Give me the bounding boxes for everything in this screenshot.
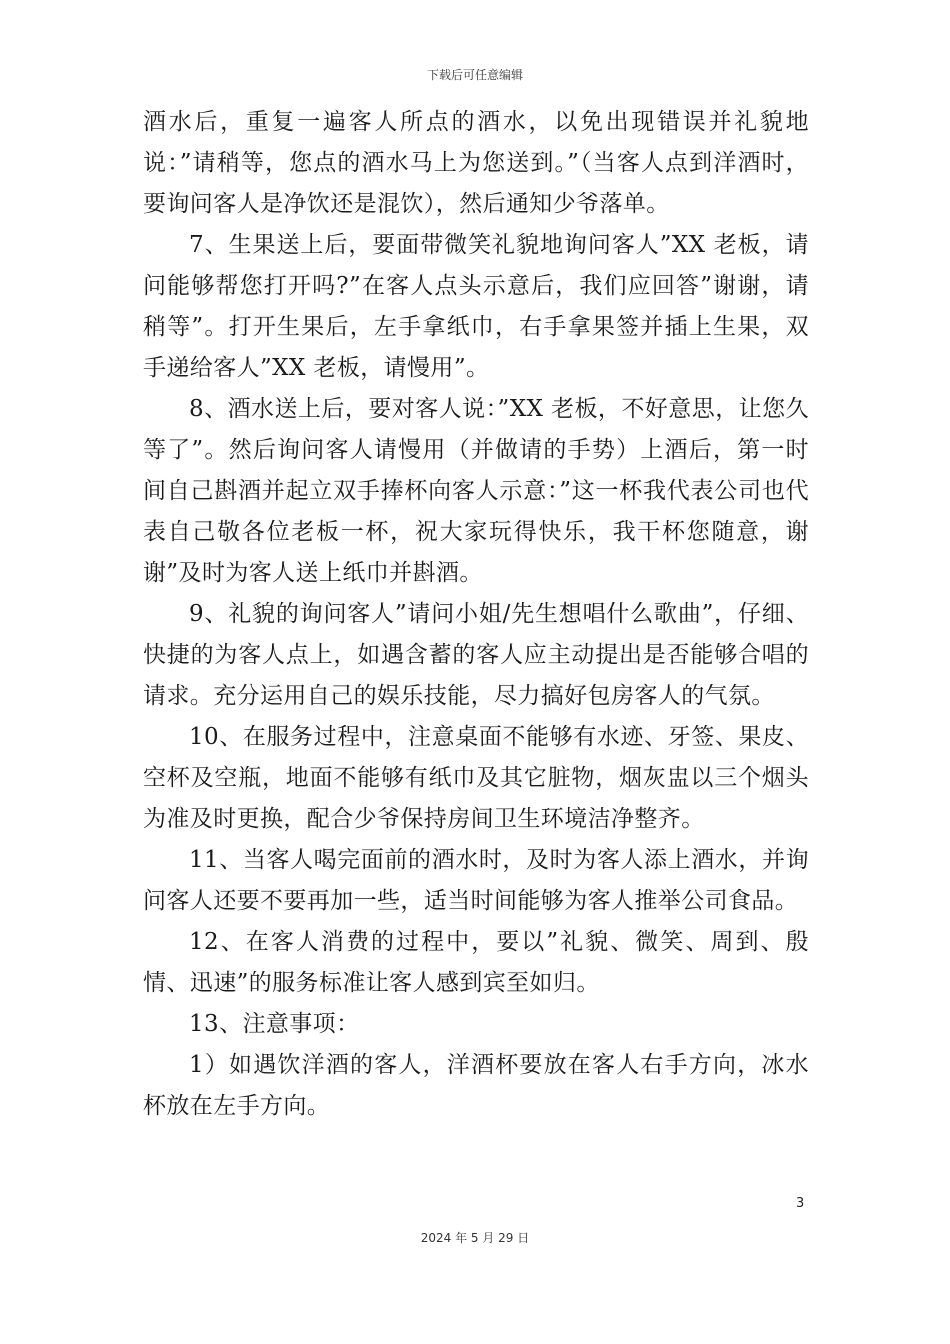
document-body — [143, 102, 809, 1127]
paragraph-item-11: 11、当客人喝完面前的酒水时，及时为客人添上酒水，并询问客人还要不要再加一些，适当时间能够为客人推举公司食品。 — [143, 847, 809, 914]
paragraph-subitem-1: 1）如遇饮洋酒的客人，洋酒杯要放在客人右手方向，冰水杯放在左手方向。 — [143, 1052, 809, 1119]
page-footer-date: 2024 年 5 月 29 日 — [420, 1231, 530, 1245]
paragraph-item-10: 10、在服务过程中，注意桌面不能够有水迹、牙签、果皮、空杯及空瓶，地面不能够有纸巾及其它脏物，烟灰盅以三个烟头为准及时更换，配合少爷保持房间卫生环境洁净整齐。 — [143, 724, 809, 832]
page-header: 下载后可任意编辑 — [426, 68, 523, 82]
paragraph-item-12: 12、在客人消费的过程中，要以”礼貌、微笑、周到、殷情、迅速”的服务标准让客人感到宾至如归。 — [143, 929, 809, 996]
paragraph-continuation: 酒水后，重复一遍客人所点的酒水，以免出现错误并礼貌地说：”请稍等，您点的酒水马上为您送到。”（当客人点到洋酒时，要询问客人是净饮还是混饮），然后通知少爷落单。 — [143, 109, 809, 217]
paragraph-item-7: 7、生果送上后，要面带微笑礼貌地询问客人”XX 老板，请问能够帮您打开吗?”在客人点头示意后，我们应回答”谢谢，请稍等”。打开生果后，左手拿纸巾，右手拿果签并插上生果，双手递给客人”XX 老板，请慢用”。 — [143, 232, 809, 381]
paragraph-item-13: 13、注意事项： — [189, 1011, 360, 1037]
page-number: 3 — [796, 1196, 805, 1211]
paragraph-item-9: 9、礼貌的询问客人”请问小姐/先生想唱什么歌曲”，仔细、快捷的为客人点上，如遇含蓄的客人应主动提出是否能够合唱的请求。充分运用自己的娱乐技能，尽力搞好包房客人的气氛。 — [143, 601, 809, 709]
paragraph-item-8: 8、酒水送上后，要对客人说：”XX 老板，不好意思，让您久等了”。然后询问客人请慢用（并做请的手势）上酒后，第一时间自己斟酒并起立双手捧杯向客人示意：”这一杯我代表公司也代表自己敬各位老板一杯，祝大家玩得快乐，我干杯您随意，谢谢”及时为客人送上纸巾并斟酒。 — [143, 396, 809, 586]
